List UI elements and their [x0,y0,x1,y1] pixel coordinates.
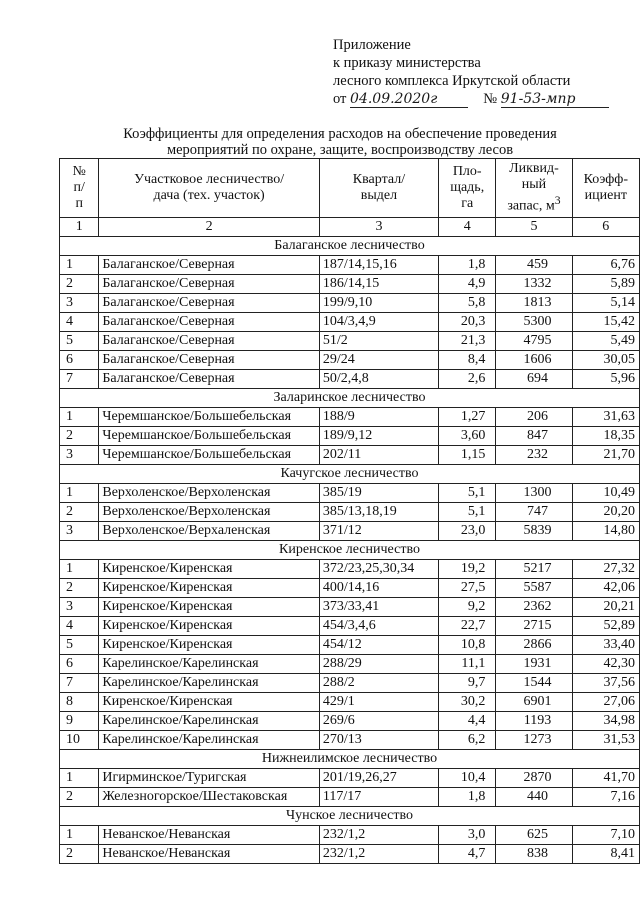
row-stock: 625 [496,825,572,844]
row-coef: 52,89 [572,616,639,635]
row-area: 5,8 [439,293,496,312]
row-coef: 10,49 [572,483,639,502]
appendix-header [333,36,609,108]
section-row [60,388,640,407]
table-row [60,578,640,597]
row-name: Верхоленское/Верхоленская [99,483,319,502]
row-num: 3 [60,445,99,464]
row-name: Железногорское/Шестаковская [99,787,319,806]
row-num: 1 [60,407,99,426]
table-row [60,635,640,654]
row-area: 21,3 [439,331,496,350]
row-coef: 5,96 [572,369,639,388]
row-coef: 14,80 [572,521,639,540]
table-row [60,274,640,293]
row-block: 29/24 [319,350,438,369]
row-area: 8,4 [439,350,496,369]
row-area: 22,7 [439,616,496,635]
row-name: Киренское/Киренская [99,578,319,597]
row-num: 4 [60,616,99,635]
row-area: 6,2 [439,730,496,749]
row-num: 5 [60,635,99,654]
row-stock: 4795 [496,331,572,350]
table-row [60,293,640,312]
row-stock: 1193 [496,711,572,730]
row-area: 4,4 [439,711,496,730]
row-block: 232/1,2 [319,825,438,844]
row-coef: 33,40 [572,635,639,654]
header-coef: Коэфф- ициент [572,159,639,218]
row-block: 371/12 [319,521,438,540]
table-row [60,825,640,844]
section-row [60,236,640,255]
row-area: 3,60 [439,426,496,445]
section-title: Нижнеилимское лесничество [60,749,640,768]
row-coef: 31,63 [572,407,639,426]
row-area: 1,8 [439,255,496,274]
handwritten-number: 91-53-мпр [501,92,609,108]
row-name: Черемшанское/Большебельская [99,407,319,426]
row-coef: 34,98 [572,711,639,730]
header-line-1: Приложение [333,37,411,53]
row-coef: 20,20 [572,502,639,521]
table-row [60,483,640,502]
row-coef: 8,41 [572,844,639,863]
table-row [60,445,640,464]
row-area: 2,6 [439,369,496,388]
row-block: 269/6 [319,711,438,730]
row-coef: 42,06 [572,578,639,597]
row-name: Киренское/Киренская [99,597,319,616]
row-coef: 21,70 [572,445,639,464]
row-block: 186/14,15 [319,274,438,293]
header-line-2: к приказу министерства [333,55,481,71]
row-name: Карелинское/Карелинская [99,730,319,749]
order-date-line [333,90,609,108]
row-name: Неванское/Неванская [99,825,319,844]
table-row [60,768,640,787]
table-header-row [60,159,640,218]
row-num: 1 [60,255,99,274]
column-number: 3 [319,217,438,236]
row-name: Игирминское/Туригская [99,768,319,787]
row-block: 372/23,25,30,34 [319,559,438,578]
row-area: 5,1 [439,483,496,502]
column-number: 6 [572,217,639,236]
row-name: Карелинское/Карелинская [99,654,319,673]
table-row [60,350,640,369]
row-num: 2 [60,426,99,445]
row-name: Черемшанское/Большебельская [99,445,319,464]
row-block: 232/1,2 [319,844,438,863]
row-area: 1,8 [439,787,496,806]
row-block: 385/19 [319,483,438,502]
table-row [60,407,640,426]
table-row [60,559,640,578]
row-stock: 459 [496,255,572,274]
row-block: 288/29 [319,654,438,673]
section-row [60,464,640,483]
row-name: Киренское/Киренская [99,692,319,711]
row-block: 202/11 [319,445,438,464]
row-num: 2 [60,502,99,521]
row-stock: 2866 [496,635,572,654]
section-title: Балаганское лесничество [60,236,640,255]
row-name: Верхоленское/Верхаленская [99,521,319,540]
row-stock: 1332 [496,274,572,293]
row-num: 2 [60,274,99,293]
row-area: 10,8 [439,635,496,654]
section-title: Качугское лесничество [60,464,640,483]
row-stock: 5300 [496,312,572,331]
handwritten-date: 04.09.2020г [350,92,468,108]
row-coef: 5,14 [572,293,639,312]
row-stock: 1606 [496,350,572,369]
row-area: 27,5 [439,578,496,597]
header-num: № п/ п [60,159,99,218]
row-num: 6 [60,350,99,369]
table-row [60,502,640,521]
row-stock: 838 [496,844,572,863]
table-row [60,692,640,711]
row-name: Киренское/Киренская [99,635,319,654]
table-row [60,787,640,806]
section-row [60,540,640,559]
row-area: 1,15 [439,445,496,464]
table-row [60,312,640,331]
row-num: 10 [60,730,99,749]
table-row [60,369,640,388]
table-row [60,331,640,350]
row-area: 5,1 [439,502,496,521]
row-name: Балаганское/Северная [99,255,319,274]
row-block: 50/2,4,8 [319,369,438,388]
row-stock: 5587 [496,578,572,597]
row-block: 400/14,16 [319,578,438,597]
row-coef: 7,10 [572,825,639,844]
row-stock: 1273 [496,730,572,749]
row-name: Карелинское/Карелинская [99,711,319,730]
row-num: 5 [60,331,99,350]
section-row [60,749,640,768]
row-area: 19,2 [439,559,496,578]
section-title: Киренское лесничество [60,540,640,559]
table-row [60,654,640,673]
row-area: 10,4 [439,768,496,787]
row-area: 23,0 [439,521,496,540]
row-stock: 6901 [496,692,572,711]
row-block: 117/17 [319,787,438,806]
header-area: Пло- щадь, га [439,159,496,218]
table-row [60,616,640,635]
row-coef: 30,05 [572,350,639,369]
row-coef: 6,76 [572,255,639,274]
row-area: 1,27 [439,407,496,426]
row-stock: 1813 [496,293,572,312]
row-name: Неванское/Неванская [99,844,319,863]
row-block: 189/9,12 [319,426,438,445]
row-block: 188/9 [319,407,438,426]
table-row [60,426,640,445]
row-num: 6 [60,654,99,673]
row-num: 1 [60,483,99,502]
row-coef: 15,42 [572,312,639,331]
document-title [60,126,620,158]
row-name: Киренское/Киренская [99,559,319,578]
row-stock: 747 [496,502,572,521]
row-stock: 1931 [496,654,572,673]
row-area: 9,2 [439,597,496,616]
title-line-2: мероприятий по охране, защите, воспроизводству лесов [166,142,514,158]
row-area: 11,1 [439,654,496,673]
row-name: Верхоленское/Верхоленская [99,502,319,521]
title-line-1: Коэффициенты для определения расходов на обеспечение проведения [123,126,557,142]
row-coef: 27,32 [572,559,639,578]
row-stock: 5839 [496,521,572,540]
row-coef: 5,49 [572,331,639,350]
row-area: 3,0 [439,825,496,844]
row-block: 288/2 [319,673,438,692]
column-number: 1 [60,217,99,236]
table-row [60,844,640,863]
row-coef: 37,56 [572,673,639,692]
row-area: 4,9 [439,274,496,293]
column-number: 2 [99,217,319,236]
date-prefix: от [333,91,347,107]
row-num: 2 [60,844,99,863]
row-block: 429/1 [319,692,438,711]
row-coef: 20,21 [572,597,639,616]
row-num: 3 [60,597,99,616]
row-stock: 2362 [496,597,572,616]
section-row [60,806,640,825]
row-name: Карелинское/Карелинская [99,673,319,692]
row-num: 7 [60,369,99,388]
row-coef: 27,06 [572,692,639,711]
row-block: 187/14,15,16 [319,255,438,274]
header-name: Участковое лесничество/ дача (тех. участок) [99,159,319,218]
row-num: 4 [60,312,99,331]
column-number: 4 [439,217,496,236]
column-number: 5 [496,217,572,236]
number-prefix: № [483,91,498,107]
row-stock: 5217 [496,559,572,578]
row-stock: 2715 [496,616,572,635]
row-coef: 41,70 [572,768,639,787]
row-num: 8 [60,692,99,711]
row-coef: 31,53 [572,730,639,749]
header-stock: Ликвид- ный запас, $м^3$ [496,159,572,218]
row-stock: 232 [496,445,572,464]
row-block: 201/19,26,27 [319,768,438,787]
row-stock: 2870 [496,768,572,787]
row-name: Балаганское/Северная [99,274,319,293]
row-block: 373/33,41 [319,597,438,616]
row-num: 1 [60,768,99,787]
row-name: Балаганское/Северная [99,350,319,369]
table-row [60,597,640,616]
row-name: Балаганское/Северная [99,293,319,312]
row-name: Балаганское/Северная [99,369,319,388]
section-title: Заларинское лесничество [60,388,640,407]
header-line-3: лесного комплекса Иркутской области [333,73,571,89]
table-row [60,711,640,730]
row-name: Балаганское/Северная [99,312,319,331]
row-stock: 847 [496,426,572,445]
row-num: 1 [60,559,99,578]
row-num: 2 [60,578,99,597]
table-row [60,673,640,692]
row-area: 20,3 [439,312,496,331]
section-title: Чунское лесничество [60,806,640,825]
row-num: 1 [60,825,99,844]
row-block: 51/2 [319,331,438,350]
row-name: Черемшанское/Большебельская [99,426,319,445]
row-num: 2 [60,787,99,806]
row-block: 270/13 [319,730,438,749]
row-num: 9 [60,711,99,730]
table-row [60,521,640,540]
row-stock: 206 [496,407,572,426]
row-area: 4,7 [439,844,496,863]
row-area: 30,2 [439,692,496,711]
row-name: Балаганское/Северная [99,331,319,350]
row-stock: 1544 [496,673,572,692]
column-number-row [60,217,640,236]
table-row [60,730,640,749]
header-block: Квартал/ выдел [319,159,438,218]
row-num: 7 [60,673,99,692]
table-body [60,217,640,863]
row-area: 9,7 [439,673,496,692]
table-row [60,255,640,274]
row-block: 104/3,4,9 [319,312,438,331]
row-block: 385/13,18,19 [319,502,438,521]
coefficients-table [59,158,640,864]
row-stock: 1300 [496,483,572,502]
row-num: 3 [60,293,99,312]
row-stock: 694 [496,369,572,388]
row-coef: 42,30 [572,654,639,673]
row-block: 454/3,4,6 [319,616,438,635]
row-coef: 18,35 [572,426,639,445]
row-block: 199/9,10 [319,293,438,312]
row-num: 3 [60,521,99,540]
row-block: 454/12 [319,635,438,654]
row-stock: 440 [496,787,572,806]
row-name: Киренское/Киренская [99,616,319,635]
row-coef: 5,89 [572,274,639,293]
row-coef: 7,16 [572,787,639,806]
